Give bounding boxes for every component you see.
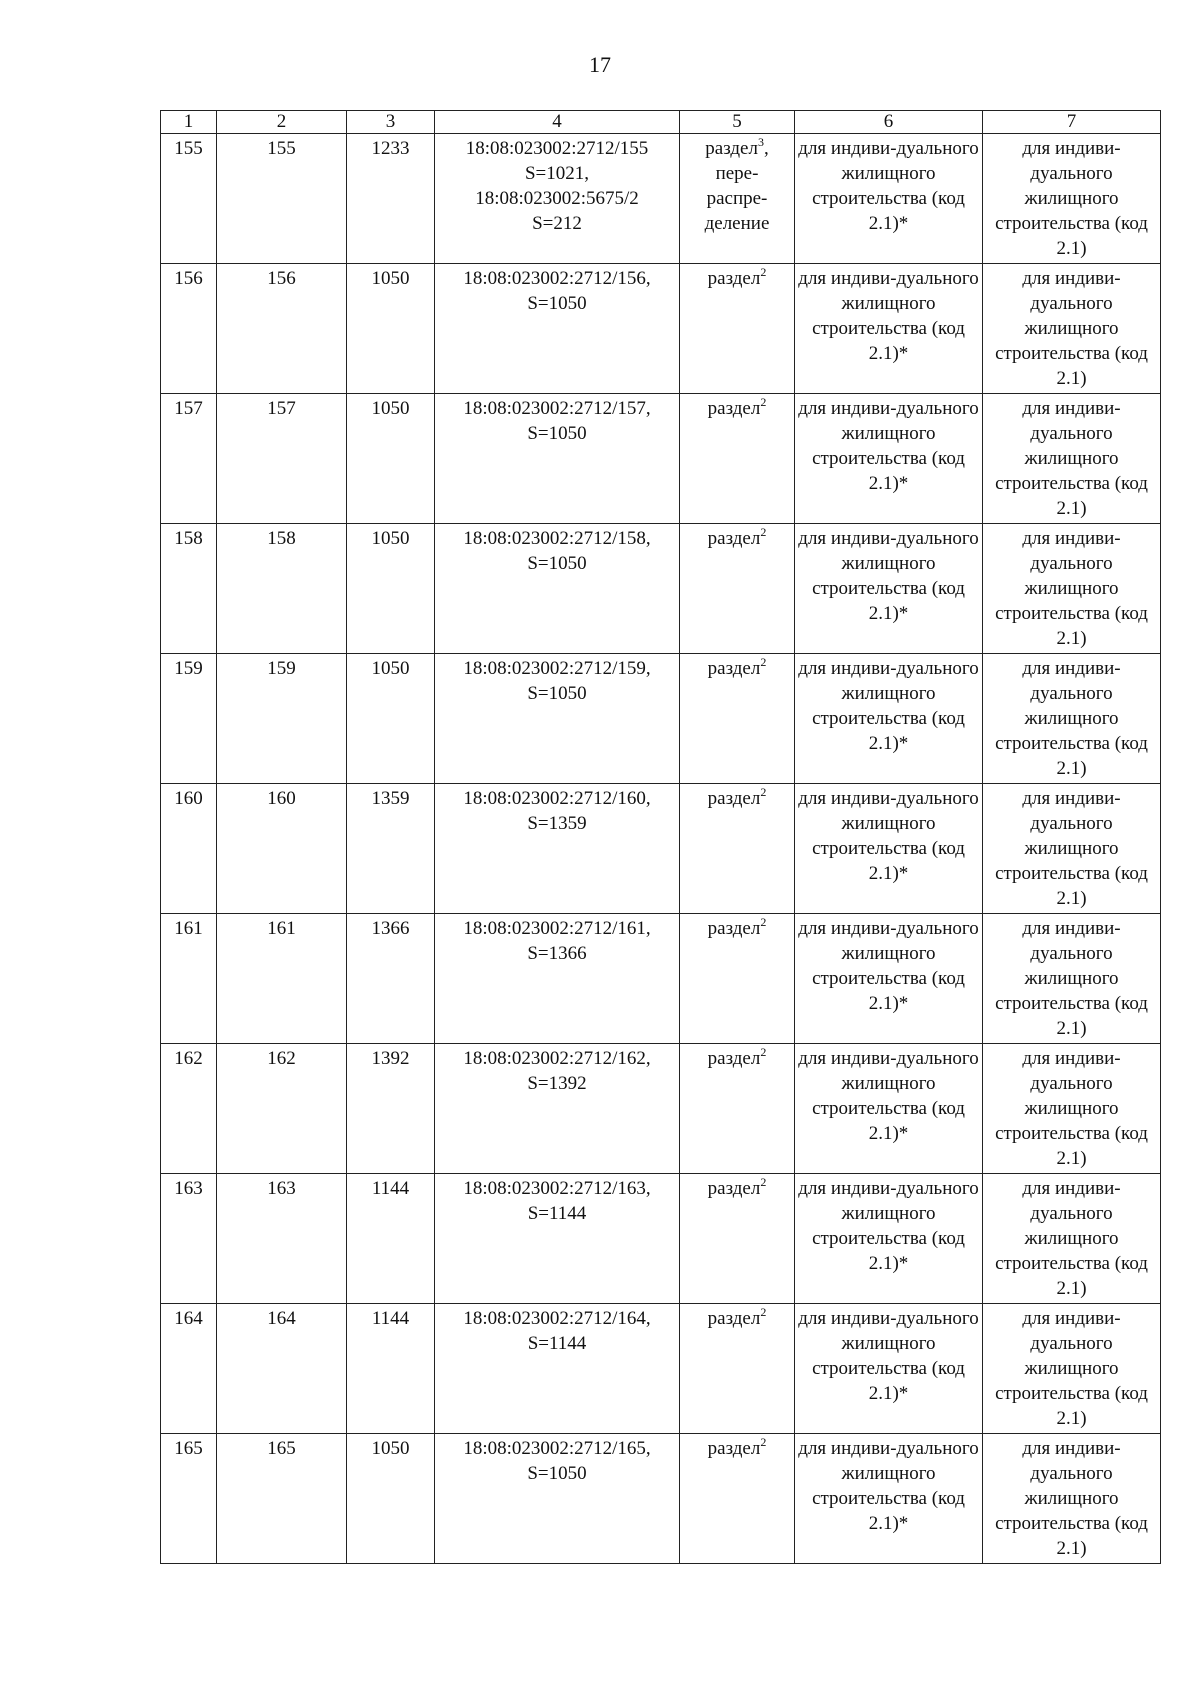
cell-col1: 157 <box>161 394 217 524</box>
column-header-2: 2 <box>217 111 347 134</box>
table-row <box>161 1304 1161 1434</box>
cell-permitted-use: для индиви-дуального жилищного строительства (код 2.1)* <box>795 264 983 394</box>
column-header-6: 6 <box>795 111 983 134</box>
cell-permitted-use-final: для индиви-дуального жилищного строительства (код 2.1) <box>983 394 1161 524</box>
cell-formation-method <box>680 1044 795 1174</box>
cell-col1: 163 <box>161 1174 217 1304</box>
table-row <box>161 1174 1161 1304</box>
cell-col2: 165 <box>217 1434 347 1564</box>
cell-cadastral <box>435 1434 680 1564</box>
cell-permitted-use: для индиви-дуального жилищного строительства (код 2.1)* <box>795 1434 983 1564</box>
cell-formation-method <box>680 1304 795 1434</box>
cell-col2: 156 <box>217 264 347 394</box>
cadastral-line: 18:08:023002:2712/160, <box>463 788 651 809</box>
formation-method-line <box>683 266 791 291</box>
cell-formation-method <box>680 264 795 394</box>
cell-col2: 161 <box>217 914 347 1044</box>
cell-area: 1050 <box>347 524 435 654</box>
table-row <box>161 654 1161 784</box>
cadastral-line: 18:08:023002:2712/163, <box>463 1178 651 1199</box>
cadastral-line: 18:08:023002:2712/162, <box>463 1048 651 1069</box>
cell-col2: 157 <box>217 394 347 524</box>
cell-formation-method <box>680 1434 795 1564</box>
cell-col1: 156 <box>161 264 217 394</box>
cadastral-line: S=1050 <box>527 553 587 574</box>
column-header-4: 4 <box>435 111 680 134</box>
table-row <box>161 784 1161 914</box>
column-header-7: 7 <box>983 111 1161 134</box>
footnote-mark: 2 <box>760 914 767 929</box>
formation-method-text: раздел <box>707 1438 761 1459</box>
footnote-mark: 2 <box>760 394 767 409</box>
cell-permitted-use: для индиви-дуального жилищного строительства (код 2.1)* <box>795 134 983 264</box>
cell-cadastral <box>435 1044 680 1174</box>
cell-col2: 158 <box>217 524 347 654</box>
footnote-mark: 3 <box>757 134 764 149</box>
cadastral-line: 18:08:023002:2712/157, <box>463 398 651 419</box>
cadastral-line: S=1144 <box>527 1203 587 1224</box>
cell-permitted-use-final: для индиви-дуального жилищного строительства (код 2.1) <box>983 1434 1161 1564</box>
footnote-mark: 2 <box>760 1434 767 1449</box>
formation-method-text: раздел <box>707 528 761 549</box>
cell-cadastral <box>435 1174 680 1304</box>
cell-col1: 159 <box>161 654 217 784</box>
cadastral-line: S=1050 <box>527 1463 587 1484</box>
cell-cadastral <box>435 914 680 1044</box>
cell-permitted-use-final: для индиви-дуального жилищного строительства (код 2.1) <box>983 524 1161 654</box>
cell-col1: 155 <box>161 134 217 264</box>
cell-permitted-use: для индиви-дуального жилищного строительства (код 2.1)* <box>795 524 983 654</box>
cell-formation-method <box>680 134 795 264</box>
cell-formation-method <box>680 1174 795 1304</box>
cell-col2: 155 <box>217 134 347 264</box>
cell-col2: 163 <box>217 1174 347 1304</box>
cell-area: 1050 <box>347 1434 435 1564</box>
formation-method-line <box>683 1176 791 1201</box>
formation-method-line <box>683 1436 791 1461</box>
cell-area: 1144 <box>347 1304 435 1434</box>
cadastral-line: 18:08:023002:2712/165, <box>463 1438 651 1459</box>
land-plot-table <box>160 110 1161 1564</box>
formation-method-line <box>683 656 791 681</box>
column-header-5: 5 <box>680 111 795 134</box>
formation-method-text: раздел <box>707 658 761 679</box>
cadastral-line: 18:08:023002:5675/2 <box>475 188 639 209</box>
formation-method-line: деление <box>704 213 770 234</box>
footnote-mark: 2 <box>760 654 767 669</box>
cadastral-line: 18:08:023002:2712/155 <box>465 138 649 159</box>
formation-method-text: раздел <box>707 398 761 419</box>
cadastral-line: S=1366 <box>527 943 587 964</box>
cell-col2: 159 <box>217 654 347 784</box>
cell-permitted-use: для индиви-дуального жилищного строительства (код 2.1)* <box>795 1044 983 1174</box>
cell-cadastral <box>435 784 680 914</box>
cadastral-line: 18:08:023002:2712/161, <box>463 918 651 939</box>
cell-permitted-use-final: для индиви-дуального жилищного строительства (код 2.1) <box>983 1044 1161 1174</box>
cell-permitted-use: для индиви-дуального жилищного строительства (код 2.1)* <box>795 1174 983 1304</box>
formation-method-text: раздел <box>707 918 761 939</box>
cadastral-line: S=1359 <box>527 813 587 834</box>
formation-method-text: раздел <box>707 1178 761 1199</box>
cadastral-line: S=1050 <box>527 423 587 444</box>
cell-col1: 161 <box>161 914 217 1044</box>
cell-cadastral <box>435 394 680 524</box>
formation-method-text: раздел <box>707 268 761 289</box>
cell-permitted-use-final: для индиви-дуального жилищного строительства (код 2.1) <box>983 654 1161 784</box>
formation-method-text: раздел <box>707 788 761 809</box>
formation-method-line <box>683 1046 791 1071</box>
cadastral-line: 18:08:023002:2712/159, <box>463 658 651 679</box>
formation-method-line <box>683 786 791 811</box>
cell-permitted-use-final: для индиви-дуального жилищного строительства (код 2.1) <box>983 914 1161 1044</box>
cell-col1: 162 <box>161 1044 217 1174</box>
table-header-row <box>161 111 1161 134</box>
cell-cadastral <box>435 1304 680 1434</box>
cell-col1: 164 <box>161 1304 217 1434</box>
table-row <box>161 134 1161 264</box>
formation-method-text: раздел <box>707 1048 761 1069</box>
cadastral-line: 18:08:023002:2712/164, <box>463 1308 651 1329</box>
cadastral-line: S=1050 <box>527 683 587 704</box>
formation-method-line <box>683 916 791 941</box>
cell-permitted-use-final: для индиви-дуального жилищного строительства (код 2.1) <box>983 1174 1161 1304</box>
formation-method-line: распре- <box>706 188 768 209</box>
column-header-1: 1 <box>161 111 217 134</box>
cell-cadastral <box>435 264 680 394</box>
formation-method-line <box>683 396 791 421</box>
cadastral-line: S=1144 <box>527 1333 587 1354</box>
cell-area: 1050 <box>347 264 435 394</box>
cadastral-line: S=212 <box>532 213 582 234</box>
cell-formation-method <box>680 784 795 914</box>
cell-permitted-use-final: для индиви-дуального жилищного строительства (код 2.1) <box>983 134 1161 264</box>
cell-col2: 164 <box>217 1304 347 1434</box>
cell-formation-method <box>680 524 795 654</box>
cell-permitted-use-final: для индиви-дуального жилищного строительства (код 2.1) <box>983 264 1161 394</box>
cell-formation-method <box>680 914 795 1044</box>
cell-permitted-use: для индиви-дуального жилищного строительства (код 2.1)* <box>795 914 983 1044</box>
cell-area: 1392 <box>347 1044 435 1174</box>
formation-method-line: пере- <box>715 163 759 184</box>
formation-method-tail: , <box>763 138 769 159</box>
cell-formation-method <box>680 654 795 784</box>
formation-method-line <box>683 136 791 161</box>
page-number: 17 <box>589 52 611 77</box>
cadastral-line: 18:08:023002:2712/158, <box>463 528 651 549</box>
cell-col2: 160 <box>217 784 347 914</box>
column-header-3: 3 <box>347 111 435 134</box>
cell-permitted-use: для индиви-дуального жилищного строительства (код 2.1)* <box>795 784 983 914</box>
cell-col1: 160 <box>161 784 217 914</box>
cell-permitted-use: для индиви-дуального жилищного строительства (код 2.1)* <box>795 394 983 524</box>
cadastral-line: S=1021, <box>524 163 590 184</box>
table-row <box>161 914 1161 1044</box>
formation-method-line <box>683 526 791 551</box>
footnote-mark: 2 <box>760 1174 767 1189</box>
formation-method-line <box>683 1306 791 1331</box>
cell-area: 1366 <box>347 914 435 1044</box>
table-body <box>161 134 1161 1564</box>
cell-col1: 165 <box>161 1434 217 1564</box>
cell-permitted-use-final: для индиви-дуального жилищного строительства (код 2.1) <box>983 784 1161 914</box>
cell-area: 1050 <box>347 394 435 524</box>
cell-permitted-use: для индиви-дуального жилищного строительства (код 2.1)* <box>795 1304 983 1434</box>
cadastral-line: S=1050 <box>527 293 587 314</box>
cell-cadastral <box>435 654 680 784</box>
formation-method-text: раздел <box>705 138 758 159</box>
cell-area: 1359 <box>347 784 435 914</box>
footnote-mark: 2 <box>760 784 767 799</box>
table-row <box>161 264 1161 394</box>
cell-col1: 158 <box>161 524 217 654</box>
table-row <box>161 394 1161 524</box>
footnote-mark: 2 <box>760 1304 767 1319</box>
cell-area: 1144 <box>347 1174 435 1304</box>
footnote-mark: 2 <box>760 524 767 539</box>
cell-cadastral <box>435 524 680 654</box>
table-row <box>161 1434 1161 1564</box>
cadastral-line: S=1392 <box>527 1073 587 1094</box>
cell-formation-method <box>680 394 795 524</box>
footnote-mark: 2 <box>760 1044 767 1059</box>
footnote-mark: 2 <box>760 264 767 279</box>
cell-col2: 162 <box>217 1044 347 1174</box>
cell-cadastral <box>435 134 680 264</box>
cell-area: 1233 <box>347 134 435 264</box>
table-row <box>161 524 1161 654</box>
table-row <box>161 1044 1161 1174</box>
formation-method-text: раздел <box>707 1308 761 1329</box>
cell-permitted-use: для индиви-дуального жилищного строительства (код 2.1)* <box>795 654 983 784</box>
cell-area: 1050 <box>347 654 435 784</box>
cell-permitted-use-final: для индиви-дуального жилищного строительства (код 2.1) <box>983 1304 1161 1434</box>
cadastral-line: 18:08:023002:2712/156, <box>463 268 651 289</box>
